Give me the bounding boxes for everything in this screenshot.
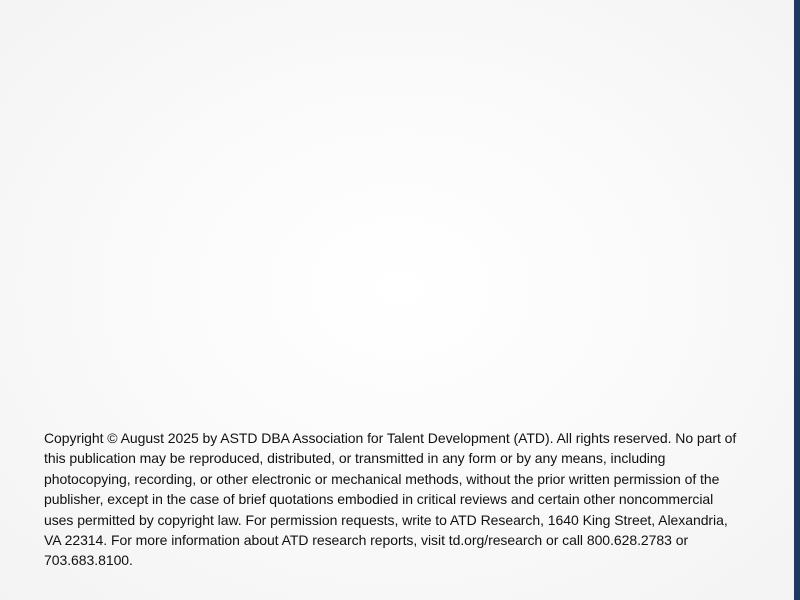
copyright-notice: Copyright © August 2025 by ASTD DBA Association for Talent Development (ATD). All rights reserved. No part of this publication may be reproduced, distributed, or transmitted in any form or by any means, including photocopying, recording, or other electronic or mechanical methods, without the prior written permission of the publisher, except in the case of brief quotations embodied in critical reviews and certain other noncommercial uses permitted by copyright law. For permission requests, write to ATD Research, 1640 King Street, Alexandria, VA 22314. For more information about ATD research reports, visit td.org/research or call 800.628.2783 or 703.683.8100. xyxy=(44,430,737,569)
page-edge-bar xyxy=(794,0,800,600)
